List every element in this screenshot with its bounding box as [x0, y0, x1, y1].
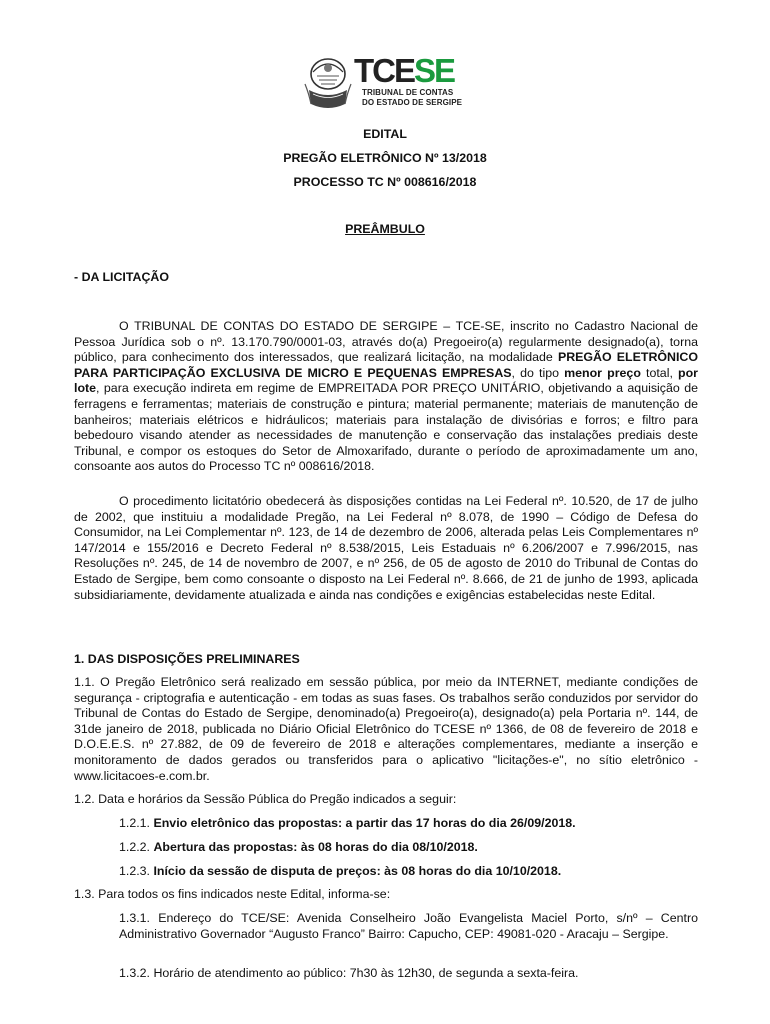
preamble-paragraph-1: O TRIBUNAL DE CONTAS DO ESTADO DE SERGIPE – TCE-SE, inscrito no Cadastro Nacional de Pessoa Jurídica sob o nº. 13.170.790/0001-03, através do(a) Pregoeiro(a) regularmente designado(a), torna público, para conhecimento dos interessados, que realizará licitação, na modalidade PREGÃO ELETRÔNICO PARA PARTICIPAÇÃO EXCLUSIVA DE MICRO E PEQUENAS EMPRESAS, do tipo menor preço total, por lote, para execução indireta em regime de EMPREITADA POR PREÇO UNITÁRIO, objetivando a aquisição de ferragens e ferramentas; materiais de construção e pintura; material permanente; materiais de manutenção de banheiros; materiais elétricos e hidráulicos; materiais para instalação de divisórias e forros; e filtro para bebedouro visando atender as necessidades de manutenção e conservação das instalações prediais deste Tribunal, e compor os estoques do Setor de Almoxarifado, durante o período de aproximadamente um ano, consoante aos autos do Processo TC nº 008616/2018. [74, 319, 699, 474]
clause-1-3-2: 1.3.2. Horário de atendimento ao público: 7h30 às 12h30, de segunda a sexta-feira. [119, 966, 579, 980]
logo-line-1: TRIBUNAL DE CONTAS [362, 88, 454, 97]
state-seal-icon [303, 54, 353, 112]
edital-title: EDITAL [363, 127, 407, 141]
clause-1-2-2: 1.2.2. Abertura das propostas: às 08 horas do dia 08/10/2018. [119, 840, 478, 854]
clause-1-2-1: 1.2.1. Envio eletrônico das propostas: a partir das 17 horas do dia 26/09/2018. [119, 816, 576, 830]
tcese-logo [300, 52, 480, 114]
processo-title: PROCESSO TC Nº 008616/2018 [293, 175, 477, 189]
clause-1-3: 1.3. Para todos os fins indicados neste Edital, informa-se: [74, 887, 391, 901]
licitacao-heading: - DA LICITAÇÃO [74, 270, 169, 284]
preambulo-heading: PREÂMBULO [345, 222, 425, 236]
pregao-title: PREGÃO ELETRÔNICO Nº 13/2018 [283, 151, 487, 165]
section-1-heading: 1. DAS DISPOSIÇÕES PRELIMINARES [74, 652, 300, 666]
logo-line-2: DO ESTADO DE SERGIPE [362, 98, 463, 107]
clause-1-2: 1.2. Data e horários da Sessão Pública do Pregão indicados a seguir: [74, 792, 457, 806]
clause-1-1: 1.1. O Pregão Eletrônico será realizado em sessão pública, por meio da INTERNET, mediante condições de segurança - criptografia e autenticação - em todas as suas fases. Os trabalhos serão conduzidos por servidor do Tribunal de Contas do Estado de Sergipe, denominado(a) Pregoeiro(a), designado(a) pela Portaria nº. 144, de 31de janeiro de 2018, publicada no Diário Oficial Eletrônico do TCESE nº 1366, de 08 de fevereiro de 2018 e D.O.E.E.S. nº 27.882, de 09 de fevereiro de 2018 e alterações complementares, mediante a inserção e monitoramento de dados gerados ou transferidos para o aplicativo "licitações-e", no sítio eletrônico - www.licitacoes-e.com.br. [74, 675, 698, 783]
clause-1-3-1: 1.3.1. Endereço do TCE/SE: Avenida Conselheiro João Evangelista Maciel Porto, s/nº – Centro Administrativo Governador “Augusto Franco” Bairro: Capucho, CEP: 49081-020 - Aracaju – Sergipe. [119, 911, 698, 941]
logo-wordmark: TCESE [354, 52, 455, 89]
clause-1-2-3: 1.2.3. Início da sessão de disputa de preços: às 08 horas do dia 10/10/2018. [119, 864, 562, 878]
preamble-paragraph-2: O procedimento licitatório obedecerá às disposições contidas na Lei Federal nº. 10.520, de 17 de julho de 2002, que instituiu a modalidade Pregão, na Lei Federal nº 8.078, de 1990 – Código de Defesa do Consumidor, na Lei Complementar nº. 123, de 14 de dezembro de 2006, alterada pelas Leis Complementares nº 147/2014 e 155/2016 e Decreto Federal nº 8.538/2015, Leis Estaduais nº 6.206/2007 e 7.996/2015, nas Resoluções nº. 245, de 14 de novembro de 2007, e nº 256, de 05 de agosto de 2010 do Tribunal de Contas do Estado de Sergipe, bem como consoante o disposto na Lei Federal nº. 8.666, de 21 de junho de 1993, aplicada subsidiariamente, devidamente atualizada e ainda nas condições e exigências estabelecidas neste Edital. [74, 494, 698, 602]
